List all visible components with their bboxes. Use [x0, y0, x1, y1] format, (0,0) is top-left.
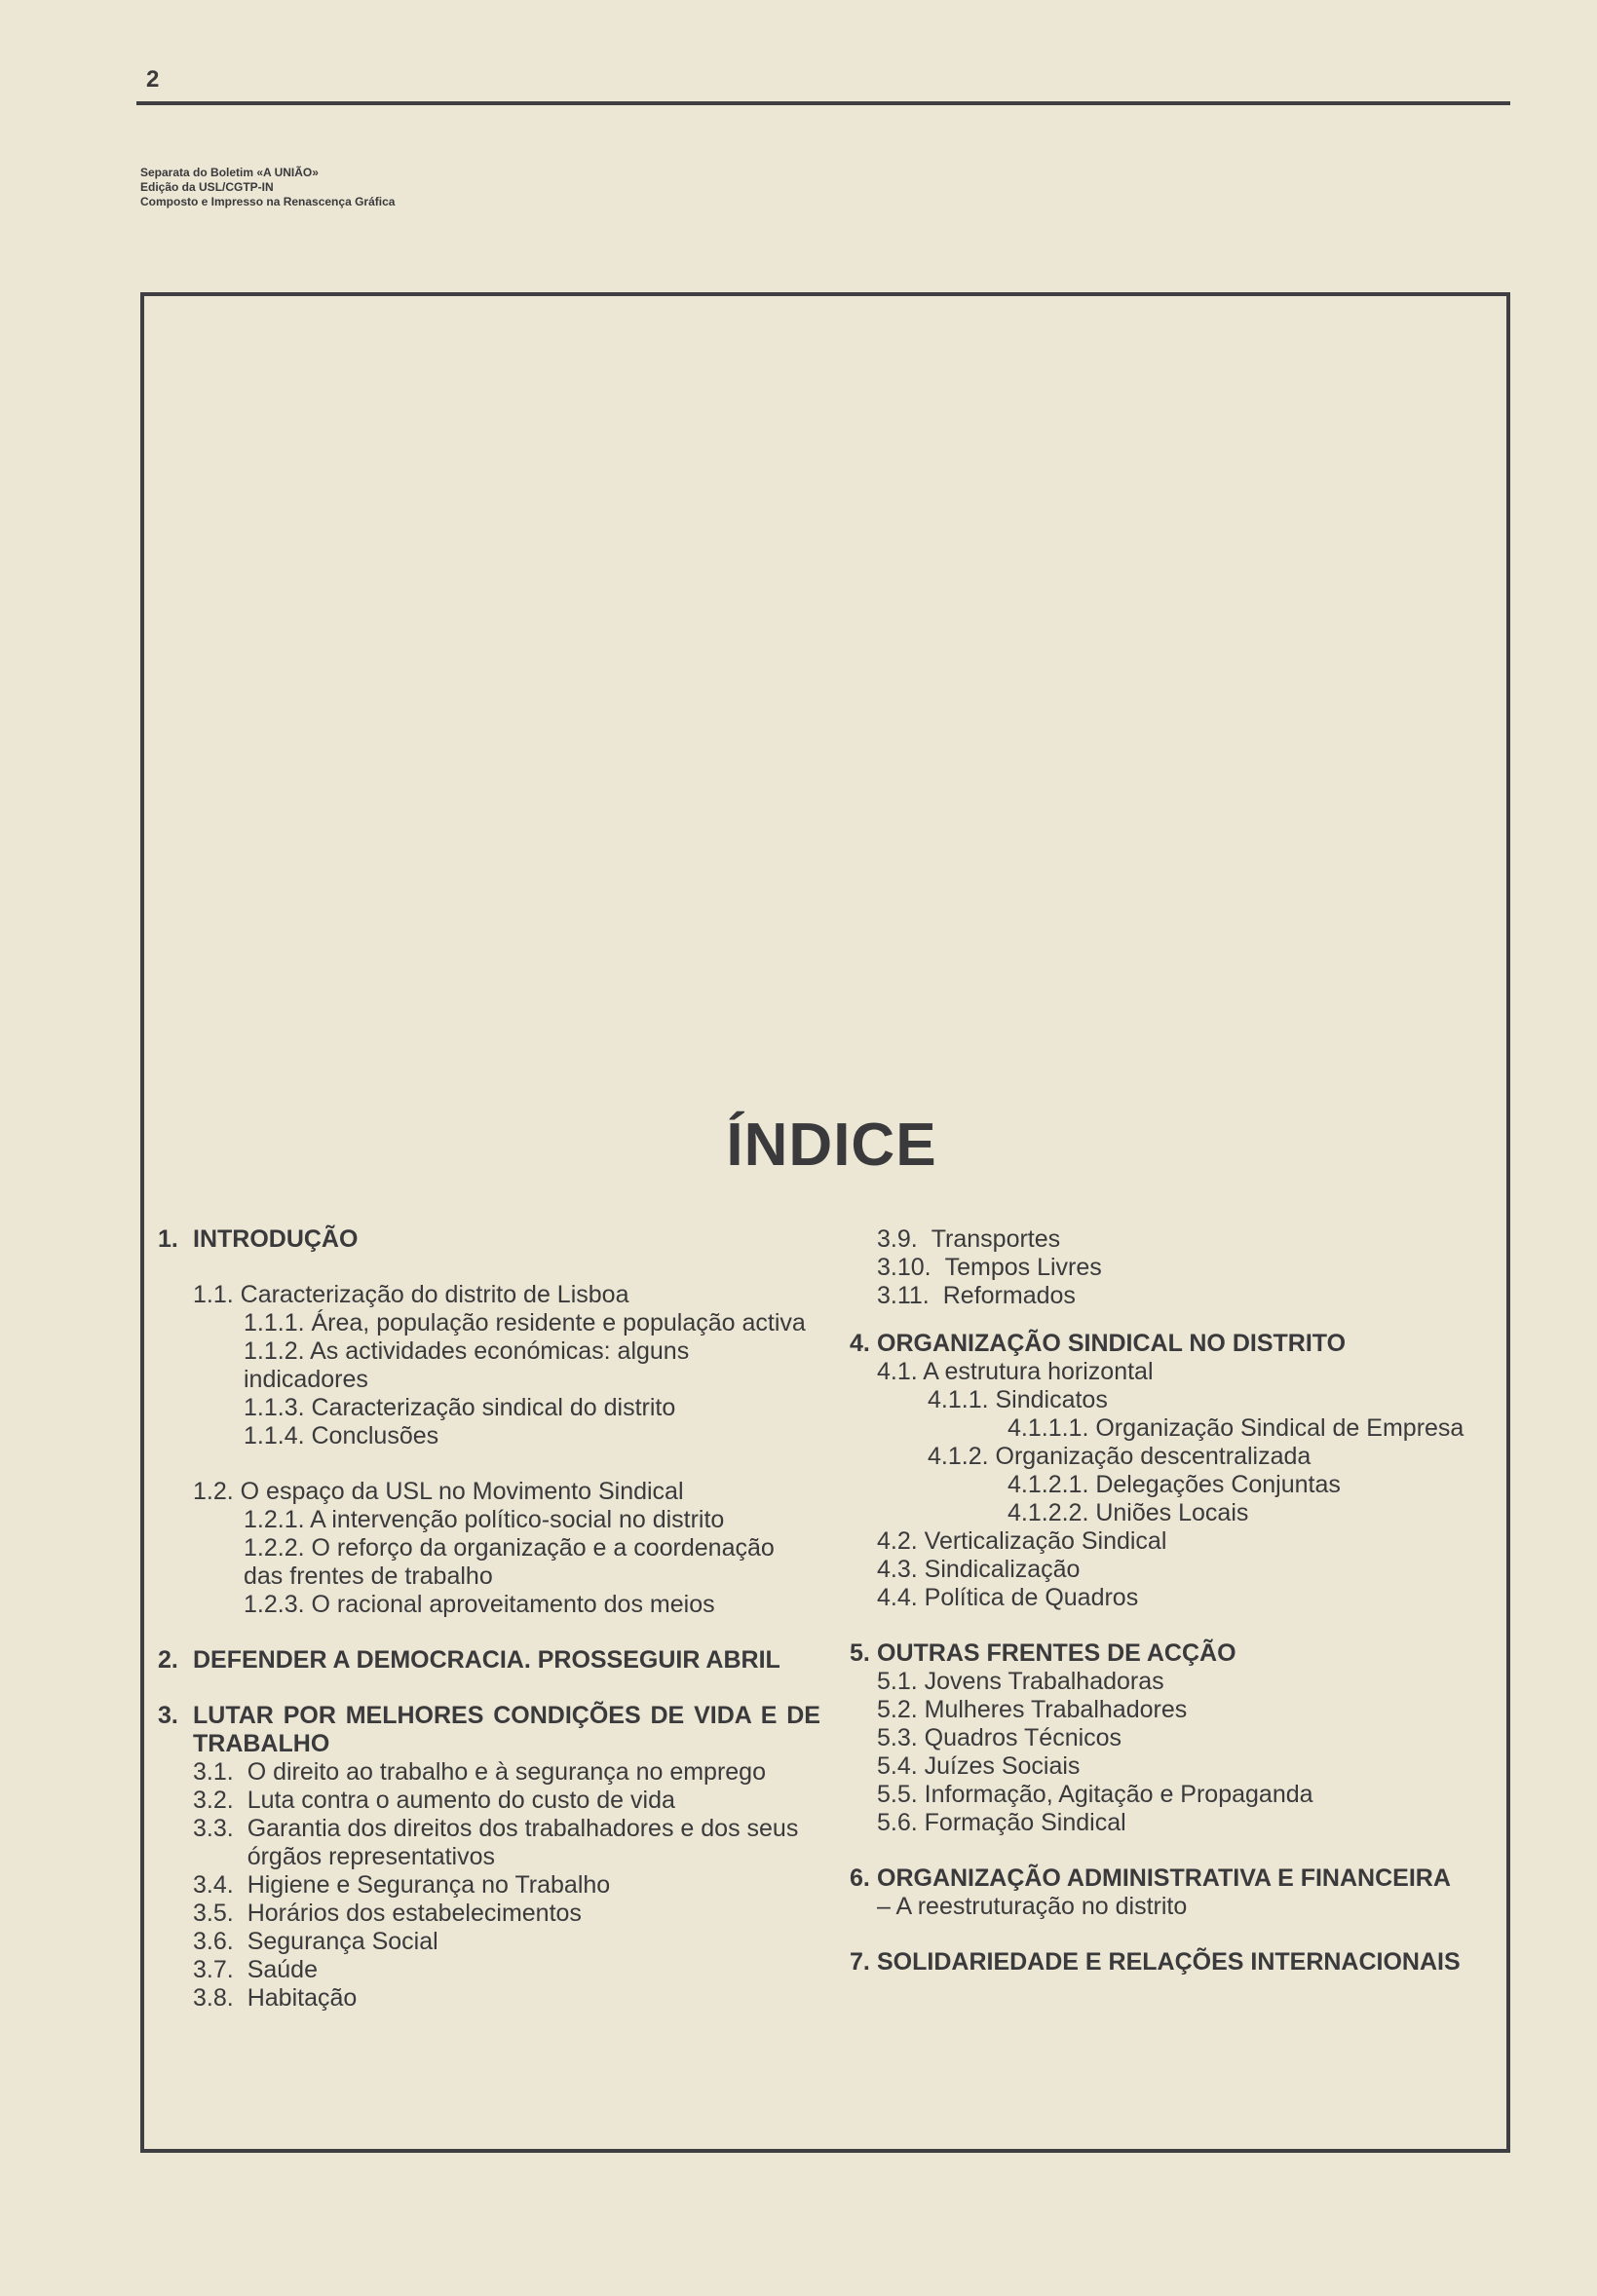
masthead-line: Separata do Boletim «A UNIÃO»	[140, 166, 319, 179]
toc-entry: 1.1. Caracterização do distrito de Lisboa	[193, 1281, 629, 1308]
entry-number: 3.7.	[193, 1956, 234, 1983]
section-title: INTRODUÇÃO	[193, 1225, 359, 1253]
section-title: LUTAR POR MELHORES CONDIÇÕES DE VIDA E DE TRABALHO	[193, 1702, 820, 1757]
section-number: 5.	[850, 1639, 870, 1667]
entry-text: O direito ao trabalho e à segurança no emprego	[247, 1758, 766, 1786]
toc-entry	[158, 1984, 820, 2013]
section-title: ORGANIZAÇÃO ADMINISTRATIVA E FINANCEIRA	[877, 1864, 1451, 1892]
entry-number: 3.9.	[877, 1225, 918, 1253]
toc-section-heading	[850, 1330, 1508, 1358]
toc-entry	[850, 1282, 1508, 1310]
section-number: 1.	[158, 1225, 178, 1253]
toc-entry: 4.4. Política de Quadros	[877, 1584, 1139, 1611]
section-number: 7.	[850, 1948, 870, 1976]
toc-entry: 5.5. Informação, Agitação e Propaganda	[877, 1781, 1313, 1808]
toc-section-heading	[850, 1864, 1508, 1893]
toc-entry: 5.3. Quadros Técnicos	[877, 1724, 1122, 1751]
entry-number: 3.3.	[193, 1815, 234, 1842]
entry-number: 3.10.	[877, 1254, 932, 1281]
index-title: ÍNDICE	[726, 1111, 937, 1179]
toc-entry	[158, 1956, 820, 1984]
toc-entry	[158, 1787, 820, 1815]
section-number: 6.	[850, 1864, 870, 1892]
toc-entry: 5.4. Juízes Sociais	[877, 1752, 1081, 1780]
toc-entry: 1.2.3. O racional aproveitamento dos meios	[244, 1591, 715, 1618]
entry-number: 3.6.	[193, 1928, 234, 1955]
toc-entry: 5.1. Jovens Trabalhadoras	[877, 1668, 1164, 1695]
entry-text: Segurança Social	[247, 1928, 438, 1955]
toc-section-heading	[850, 1639, 1508, 1668]
toc-entry: 1.2.2. O reforço da organização e a coordenação das frentes de trabalho	[244, 1534, 775, 1590]
entry-text: Saúde	[247, 1956, 318, 1983]
section-title: DEFENDER A DEMOCRACIA. PROSSEGUIR ABRIL	[193, 1646, 780, 1674]
toc-entry: 4.3. Sindicalização	[877, 1556, 1081, 1583]
toc-entry: 4.1.1.1. Organização Sindical de Empresa	[1008, 1414, 1464, 1442]
section-title: OUTRAS FRENTES DE ACÇÃO	[877, 1639, 1236, 1667]
toc-entry: 1.1.2. As actividades económicas: alguns indicadores	[244, 1337, 690, 1393]
toc-entry: 1.1.4. Conclusões	[244, 1422, 439, 1449]
toc-entry: 1.1.3. Caracterização sindical do distrito	[244, 1394, 676, 1421]
entry-number: 3.4.	[193, 1871, 234, 1899]
section-number: 4.	[850, 1330, 870, 1357]
entry-number: 3.1.	[193, 1758, 234, 1786]
toc-entry	[850, 1225, 1508, 1254]
masthead-line: Composto e Impresso na Renascença Gráfica	[140, 195, 396, 208]
toc-entry	[158, 1815, 820, 1871]
entry-text: Habitação	[247, 1984, 358, 2012]
toc-entry: 5.2. Mulheres Trabalhadores	[877, 1696, 1188, 1723]
entry-number: 3.8.	[193, 1984, 234, 2012]
page-number: 2	[146, 66, 160, 93]
toc-right-column	[850, 1225, 1508, 1976]
section-title: ORGANIZAÇÃO SINDICAL NO DISTRITO	[877, 1330, 1347, 1357]
toc-entry: 4.1.2. Organização descentralizada	[928, 1443, 1312, 1470]
toc-entry	[158, 1758, 820, 1787]
entry-text: Horários dos estabelecimentos	[247, 1900, 582, 1927]
entry-text: Tempos Livres	[944, 1254, 1102, 1281]
toc-entry: 1.2.1. A intervenção político-social no distrito	[244, 1506, 725, 1533]
toc-entry: 4.1. A estrutura horizontal	[877, 1358, 1154, 1385]
toc-subsection-list	[158, 1758, 820, 2013]
toc-entry: 4.1.2.2. Uniões Locais	[1008, 1499, 1249, 1526]
toc-section-heading	[158, 1646, 820, 1675]
toc-section-heading	[850, 1948, 1508, 1976]
toc-entry: 4.2. Verticalização Sindical	[877, 1527, 1167, 1555]
entry-number: 3.11.	[877, 1282, 930, 1309]
toc-entry	[158, 1900, 820, 1928]
section-title: SOLIDARIEDADE E RELAÇÕES INTERNACIONAIS	[877, 1948, 1461, 1976]
toc-entry: 4.1.1. Sindicatos	[928, 1386, 1108, 1413]
entry-text: Luta contra o aumento do custo de vida	[247, 1787, 675, 1814]
toc-section-heading	[158, 1702, 820, 1758]
toc-entry: 5.6. Formação Sindical	[877, 1809, 1126, 1836]
toc-entry: 4.1.2.1. Delegações Conjuntas	[1008, 1471, 1341, 1498]
entry-text: Garantia dos direitos dos trabalhadores e dos seus órgãos representativos	[247, 1815, 799, 1870]
section-number: 2.	[158, 1646, 178, 1674]
entry-text: Higiene e Segurança no Trabalho	[247, 1871, 611, 1899]
entry-text: Transportes	[931, 1225, 1061, 1253]
toc-entry: 1.2. O espaço da USL no Movimento Sindical	[193, 1478, 684, 1505]
masthead	[140, 166, 395, 209]
entry-text: Reformados	[942, 1282, 1076, 1309]
toc-entry: 1.1.1. Área, população residente e população activa	[244, 1309, 806, 1336]
toc-entry	[850, 1254, 1508, 1282]
section-number: 3.	[158, 1702, 178, 1729]
entry-number: 3.5.	[193, 1900, 234, 1927]
toc-section-heading	[158, 1225, 820, 1254]
toc-entry	[158, 1928, 820, 1956]
toc-left-column	[158, 1225, 820, 2013]
entry-number: 3.2.	[193, 1787, 234, 1814]
masthead-line: Edição da USL/CGTP-IN	[140, 180, 274, 194]
toc-entry: – A reestruturação no distrito	[877, 1893, 1188, 1920]
header-rule	[136, 101, 1510, 105]
toc-entry	[158, 1871, 820, 1900]
